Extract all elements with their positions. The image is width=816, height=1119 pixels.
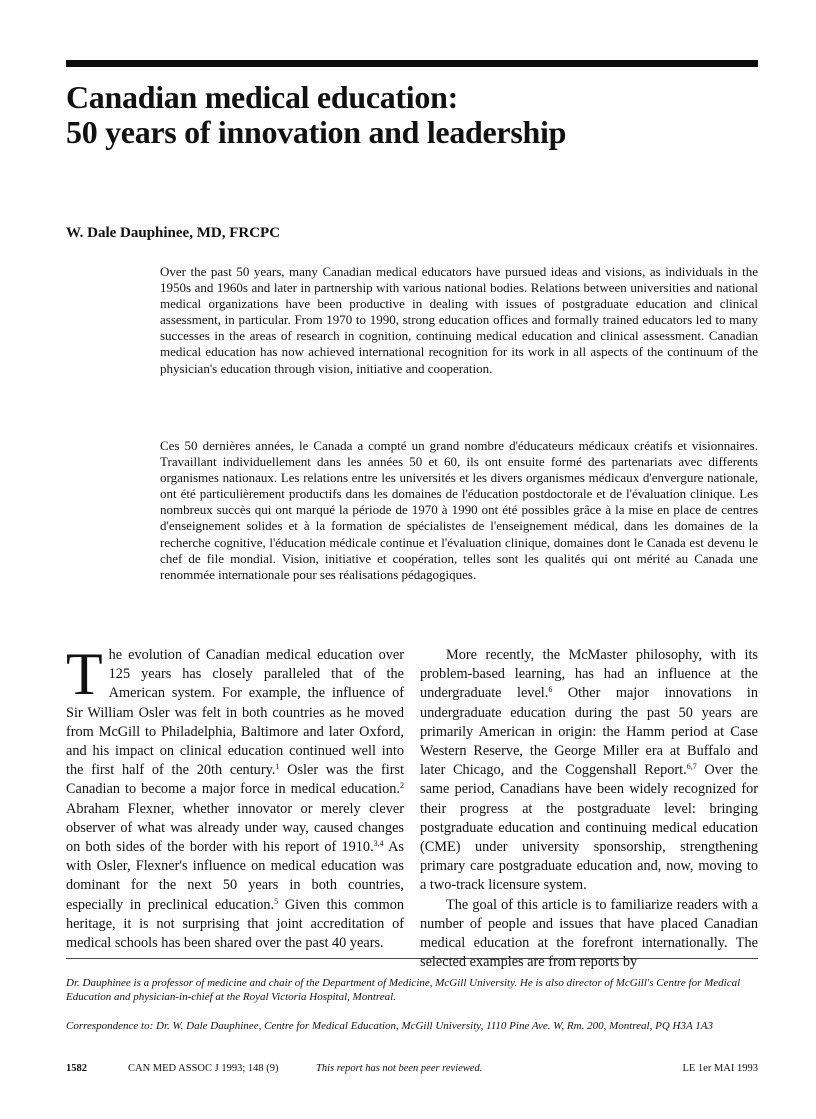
body-column-left xyxy=(66,641,404,953)
peer-review-note: This report has not been peer reviewed. xyxy=(316,1063,483,1074)
reference-superscript: 6,7 xyxy=(686,762,697,772)
body-paragraph xyxy=(66,641,404,953)
abstract-french: Ces 50 dernières années, le Canada a compté un grand nombre d'éducateurs médicaux créatifs et visionnaires. Travaillant individuellement dans les années 50 et 60, ils ont ensuite formé des partenariats avec differents organismes nationaux. Les relations entre les universités et les divers organismes médicaux d'envergure nationale, ont été particulièrement productifs dans les domaines de l'éducation postdoctorale et de l'évaluation clinique. Les nombreux succès qui ont marqué la période de 1970 à 1990 ont été possibles grâce à la mise en place de centres d'enseignement solides et à la formation de spécialistes de l'enseignement médical, dans les domaines de la recherche cognitive, l'éducation médicale continue et l'évaluation clinique, domaines dont le Canada est devenu le chef de file mondial. Vision, initiative et coopération, telles sont les qualités qui ont mérité au Canada une renommée internationale pour ses réalisations pédagogiques. xyxy=(160,438,758,582)
body-text: Over the same period, Canadians have been widely recognized for their progress at the postgraduate level: bringing postgraduate education and continuing medical education (CME) under university sponsorship, strengthening primary care postgraduate education and, now, moving to a two-track licensure system. xyxy=(420,762,758,894)
journal-citation: CAN MED ASSOC J 1993; 148 (9) xyxy=(128,1063,279,1074)
page-number: 1582 xyxy=(66,1063,87,1074)
reference-superscript: 2 xyxy=(400,781,404,791)
reference-superscript: 6 xyxy=(548,685,553,695)
reference-superscript: 1 xyxy=(275,762,280,772)
body-paragraph: The goal of this article is to familiarize readers with a number of people and issues that have placed Canadian medical education at the forefront internationally. The selected examples are from reports by xyxy=(420,896,758,971)
body-text: As with Osler, Flexner's influence on medical education was dominant for the next 50 years in both countries, especially in preclinical education. xyxy=(66,839,404,913)
author-byline: W. Dale Dauphinee, MD, FRCPC xyxy=(66,225,281,241)
body-text: he evolution of Canadian medical education over 125 years has closely paralleled that of the American system. For example, the influence of Sir William Osler was felt in both countries as he moved from McGill to Philadelphia, Baltimore and later Oxford, and his impact on clinical education continued well into the first half of the 20th century. xyxy=(66,647,404,779)
body-paragraph xyxy=(420,646,758,896)
title-line-2: 50 years of innovation and leadership xyxy=(66,114,567,150)
body-text: Given this common heritage, it is not surprising that joint accreditation of medical schools has been shared over the past 40 years. xyxy=(66,896,404,952)
reference-superscript: 5 xyxy=(274,896,279,906)
body-text: Abraham Flexner, whether innovator or merely clever observer of what was already under way, caused changes on both sides of the border with his report of 1910. xyxy=(66,800,404,856)
author-affiliation-note: Dr. Dauphinee is a professor of medicine and chair of the Department of Medicine, McGill University. He is also director of McGill's Centre for Medical Education and physician-in-chief at the Royal Victoria Hospital, Montreal. xyxy=(66,977,741,1003)
correspondence-note: Correspondence to: Dr. W. Dale Dauphinee, Centre for Medical Education, McGill University, 1110 Pine Ave. W, Rm. 200, Montreal, PQ H3A 1A3 xyxy=(66,1020,713,1032)
footnote-rule xyxy=(66,958,758,959)
abstract-english: Over the past 50 years, many Canadian medical educators have pursued ideas and visions, as individuals in the 1950s and 1960s and later in partnership with various national bodies. Relations between universities and national medical organizations have been productive in dealing with issues of postgraduate education and clinical assessment, in particular. From 1970 to 1990, strong education offices and formally trained educators led to many successes in the areas of research in cognition, continuing medical education and clinical assessment. Canadian medical education has now achieved international recognition for its work in all aspects of the continuum of the physician's education through vision, initiative and cooperation. xyxy=(160,264,758,376)
body-text: More recently, the McMaster philosophy, with its problem-based learning, has had an influence at the undergraduate level. xyxy=(420,647,758,702)
body-text: Osler was the first Canadian to become a major force in medical education. xyxy=(66,762,404,798)
header-rule xyxy=(66,60,758,67)
title-line-1: Canadian medical education: xyxy=(66,79,458,115)
body-text: Other major innovations in undergraduate education during the past 50 years are primarily American in origin: the Hamm period at Case Western Reserve, the George Miller era at Buffalo and later Chicago, and the Coggenshall Report. xyxy=(420,685,758,779)
article-title xyxy=(66,80,566,150)
drop-cap: T xyxy=(66,641,103,707)
issue-date: LE 1er MAI 1993 xyxy=(682,1063,758,1074)
body-column-right xyxy=(420,646,758,972)
reference-superscript: 3,4 xyxy=(373,839,384,849)
